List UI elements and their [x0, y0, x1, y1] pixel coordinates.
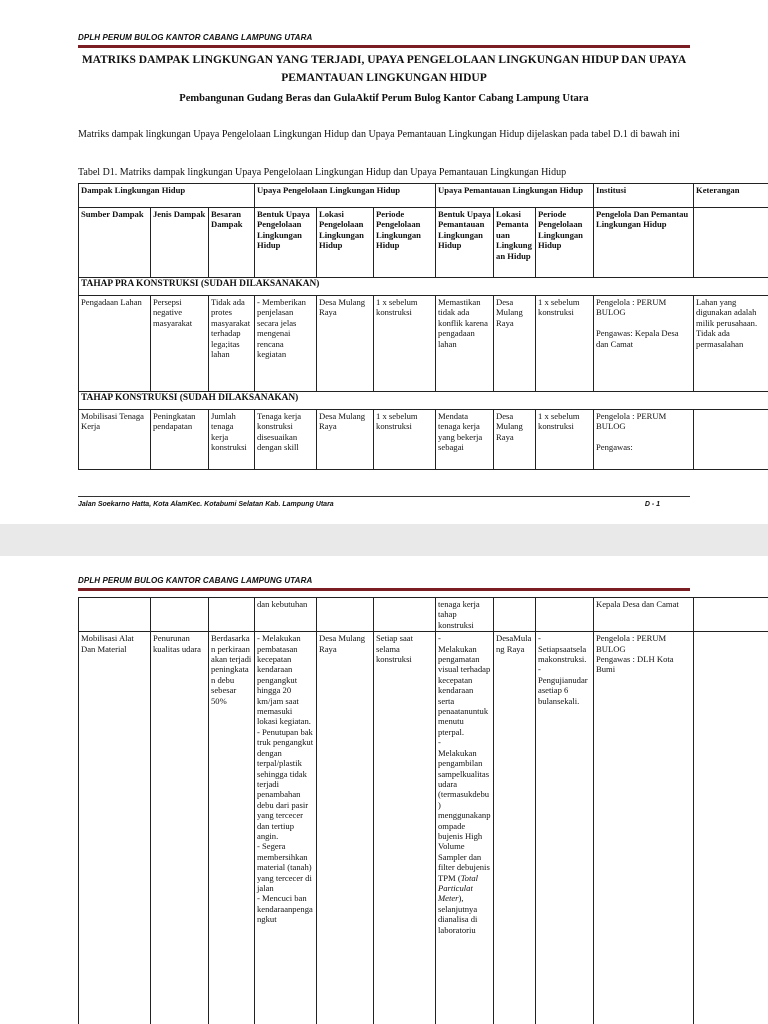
header-periode-pemantauan: Periode Pengelolaan Lingkungan Hidup [536, 208, 594, 278]
table-row [79, 598, 768, 632]
cell-bentuk-pengelolaan: - Melakukan pembatasan kecepatan kendaraan pengangkut hingga 20 km/jam saat memasuki lokasi kegiatan. - Penutupan bak truk pengangkut dengan terpal/plastik sehingga tidak terjadi penambahan debu dari pasir yang tercecer dan tertiup angin. - Segera membersihkan material (tanah) yang tercecer di jalan - Mencuci ban kendaraanpengangkut [255, 632, 317, 1024]
page-number: D - 1 [644, 501, 660, 508]
header-jenis-dampak: Jenis Dampak [151, 208, 209, 278]
cell-bentuk-pemantauan: tenaga kerja tahap konstruksi [436, 598, 494, 632]
cell-lokasi-pengelolaan: Desa Mulang Raya [317, 296, 374, 392]
cell-periode-pengelolaan: 1 x sebelum konstruksi [374, 410, 436, 470]
cell-besaran: Berdasarkan perkiraan akan terjadi peningkatan debu sebesar 50% [209, 632, 255, 1024]
cell-periode-pengelolaan: Setiap saat selama konstruksi [374, 632, 436, 1024]
impact-matrix-table [78, 183, 768, 470]
cell-periode-pemantauan: 1 x sebelum konstruksi [536, 296, 594, 392]
cell-lokasi-pemantauan: Desa Mulang Raya [494, 410, 536, 470]
cell-bentuk-pengelolaan: Tenaga kerja konstruksi disesuaikan dengan skill [255, 410, 317, 470]
table-row [79, 410, 768, 470]
table-row [79, 296, 768, 392]
cell-lokasi-pemantauan: Desa Mulang Raya [494, 296, 536, 392]
cell-periode-pengelolaan: 1 x sebelum konstruksi [374, 296, 436, 392]
cell-jenis: Peningkatan pendapatan [151, 410, 209, 470]
cell-lokasi-pemantauan: DesaMulang Raya [494, 632, 536, 1024]
header-pengelolaan: Upaya Pengelolaan Lingkungan Hidup [255, 184, 436, 208]
table-caption: Tabel D1. Matriks dampak lingkungan Upaya Pengelolaan Lingkungan Hidup dan Upaya Pemantauan Lingkungan Hidup [78, 167, 567, 178]
header-sumber-dampak: Sumber Dampak [79, 208, 151, 278]
header-dampak: Dampak Lingkungan Hidup [79, 184, 255, 208]
stage-label-pra-konstruksi: TAHAP PRA KONSTRUKSI (SUDAH DILAKSANAKAN) [79, 278, 768, 296]
cell-bentuk-pengelolaan: dan kebutuhan [255, 598, 317, 632]
document-page-2 [0, 556, 768, 1024]
cell-sumber: Mobilisasi Alat Dan Material [79, 632, 151, 1024]
stage-row-konstruksi [79, 392, 768, 410]
header-besaran-dampak: Besaran Dampak [209, 208, 255, 278]
cell-bentuk-pengelolaan: - Memberikan penjelasan secara jelas mengenai rencana kegiatan [255, 296, 317, 392]
header-keterangan: Keterangan [694, 184, 768, 208]
cell-institusi: Pengelola : PERUM BULOG Pengawas: Kepala Desa dan Camat [594, 296, 694, 392]
header-institusi: Institusi [594, 184, 694, 208]
cell-institusi: Kepala Desa dan Camat [594, 598, 694, 632]
document-subtitle: Pembangunan Gudang Beras dan GulaAktif Perum Bulog Kantor Cabang Lampung Utara [179, 93, 589, 104]
header-lokasi-pengelolaan: Lokasi Pengelolaan Lingkungan Hidup [317, 208, 374, 278]
cell-bentuk-pemantauan [436, 632, 494, 1024]
header-pengelola-pemantau: Pengelola Dan Pemantau Lingkungan Hidup [594, 208, 694, 278]
header-rule [78, 45, 690, 48]
cell-periode-pemantauan: 1 x sebelum konstruksi [536, 410, 594, 470]
cell-lokasi-pengelolaan: Desa Mulang Raya [317, 632, 374, 1024]
cell-besaran: Jumlah tenaga kerja konstruksi [209, 410, 255, 470]
cell-besaran: Tidak ada protes masyarakat terhadap lega;itas lahan [209, 296, 255, 392]
header-rule [78, 588, 690, 591]
pemantauan-text-italic: Total Particulat Meter [438, 872, 479, 904]
document-title-line1: MATRIKS DAMPAK LINGKUNGAN YANG TERJADI, UPAYA PENGELOLAAN LINGKUNGAN HIDUP DAN UPAYA [81, 54, 687, 66]
table-sub-header-row [79, 208, 768, 278]
cell-keterangan: Lahan yang digunakan adalah milik perusahaan. Tidak ada permasalahan [694, 296, 768, 392]
header-bentuk-pengelolaan: Bentuk Upaya Pengelolaan Lingkungan Hidup [255, 208, 317, 278]
header-bentuk-pemantauan: Bentuk Upaya Pemantauan Lingkungan Hidup [436, 208, 494, 278]
cell-bentuk-pemantauan: Mendata tenaga kerja yang bekerja sebagai [436, 410, 494, 470]
page-footer [78, 501, 690, 508]
cell-keterangan [694, 410, 768, 470]
document-title-line2: PEMANTAUAN LINGKUNGAN HIDUP [281, 72, 487, 84]
cell-sumber: Mobilisasi Tenaga Kerja [79, 410, 151, 470]
header-pemantauan: Upaya Pemantauan Lingkungan Hidup [436, 184, 594, 208]
cell-institusi: Pengelola : PERUM BULOG Pengawas : DLH Kota Bumi [594, 632, 694, 1024]
cell-institusi: Pengelola : PERUM BULOG Pengawas: [594, 410, 694, 470]
table-group-header-row [79, 184, 768, 208]
header-periode-pengelolaan: Periode Pengelolaan Lingkungan Hidup [374, 208, 436, 278]
footer-rule [78, 496, 690, 497]
page-header: DPLH PERUM BULOG KANTOR CABANG LAMPUNG UTARA [78, 33, 313, 42]
stage-label-konstruksi: TAHAP KONSTRUKSI (SUDAH DILAKSANAKAN) [79, 392, 768, 410]
table-row [79, 632, 768, 1024]
cell-jenis: Penurunan kualitas udara [151, 632, 209, 1024]
cell-keterangan [694, 632, 768, 1024]
pemantauan-text-pre: - Melakukan pengamatan visual terhadap kecepatan kendaraan serta penaatanuntukmenutu pterpal. - Melakukan pengambilan sampelkualitasudara (termasukdebu) menggunakanpompade bujenis High Volume Sampler dan filter debujenis TPM ( [438, 633, 491, 883]
stage-row-pra-konstruksi [79, 278, 768, 296]
cell-lokasi-pengelolaan: Desa Mulang Raya [317, 410, 374, 470]
pemantauan-text-post: ), selanjutnya dianalisa di laboratoriu [438, 893, 478, 935]
impact-matrix-table-continued [78, 597, 768, 1024]
intro-paragraph: Matriks dampak lingkungan Upaya Pengelolaan Lingkungan Hidup dan Upaya Pemantauan Lingkungan Hidup dijelaskan pada tabel D.1 di bawah ini [78, 129, 680, 140]
header-lokasi-pemantauan: Lokasi Pemantauan Lingkungan Hidup [494, 208, 536, 278]
cell-bentuk-pemantauan: Memastikan tidak ada konflik karena pengadaan lahan [436, 296, 494, 392]
cell-periode-pemantauan: - Setiapsaatselamakonstruksi. - Pengujianudarasetiap 6 bulansekali. [536, 632, 594, 1024]
page-header: DPLH PERUM BULOG KANTOR CABANG LAMPUNG UTARA [78, 576, 313, 585]
cell-jenis: Persepsi negative masyarakat [151, 296, 209, 392]
cell-sumber: Pengadaan Lahan [79, 296, 151, 392]
footer-address: Jalan Soekarno Hatta, Kota AlamKec. Kotabumi Selatan Kab. Lampung Utara [78, 501, 334, 508]
